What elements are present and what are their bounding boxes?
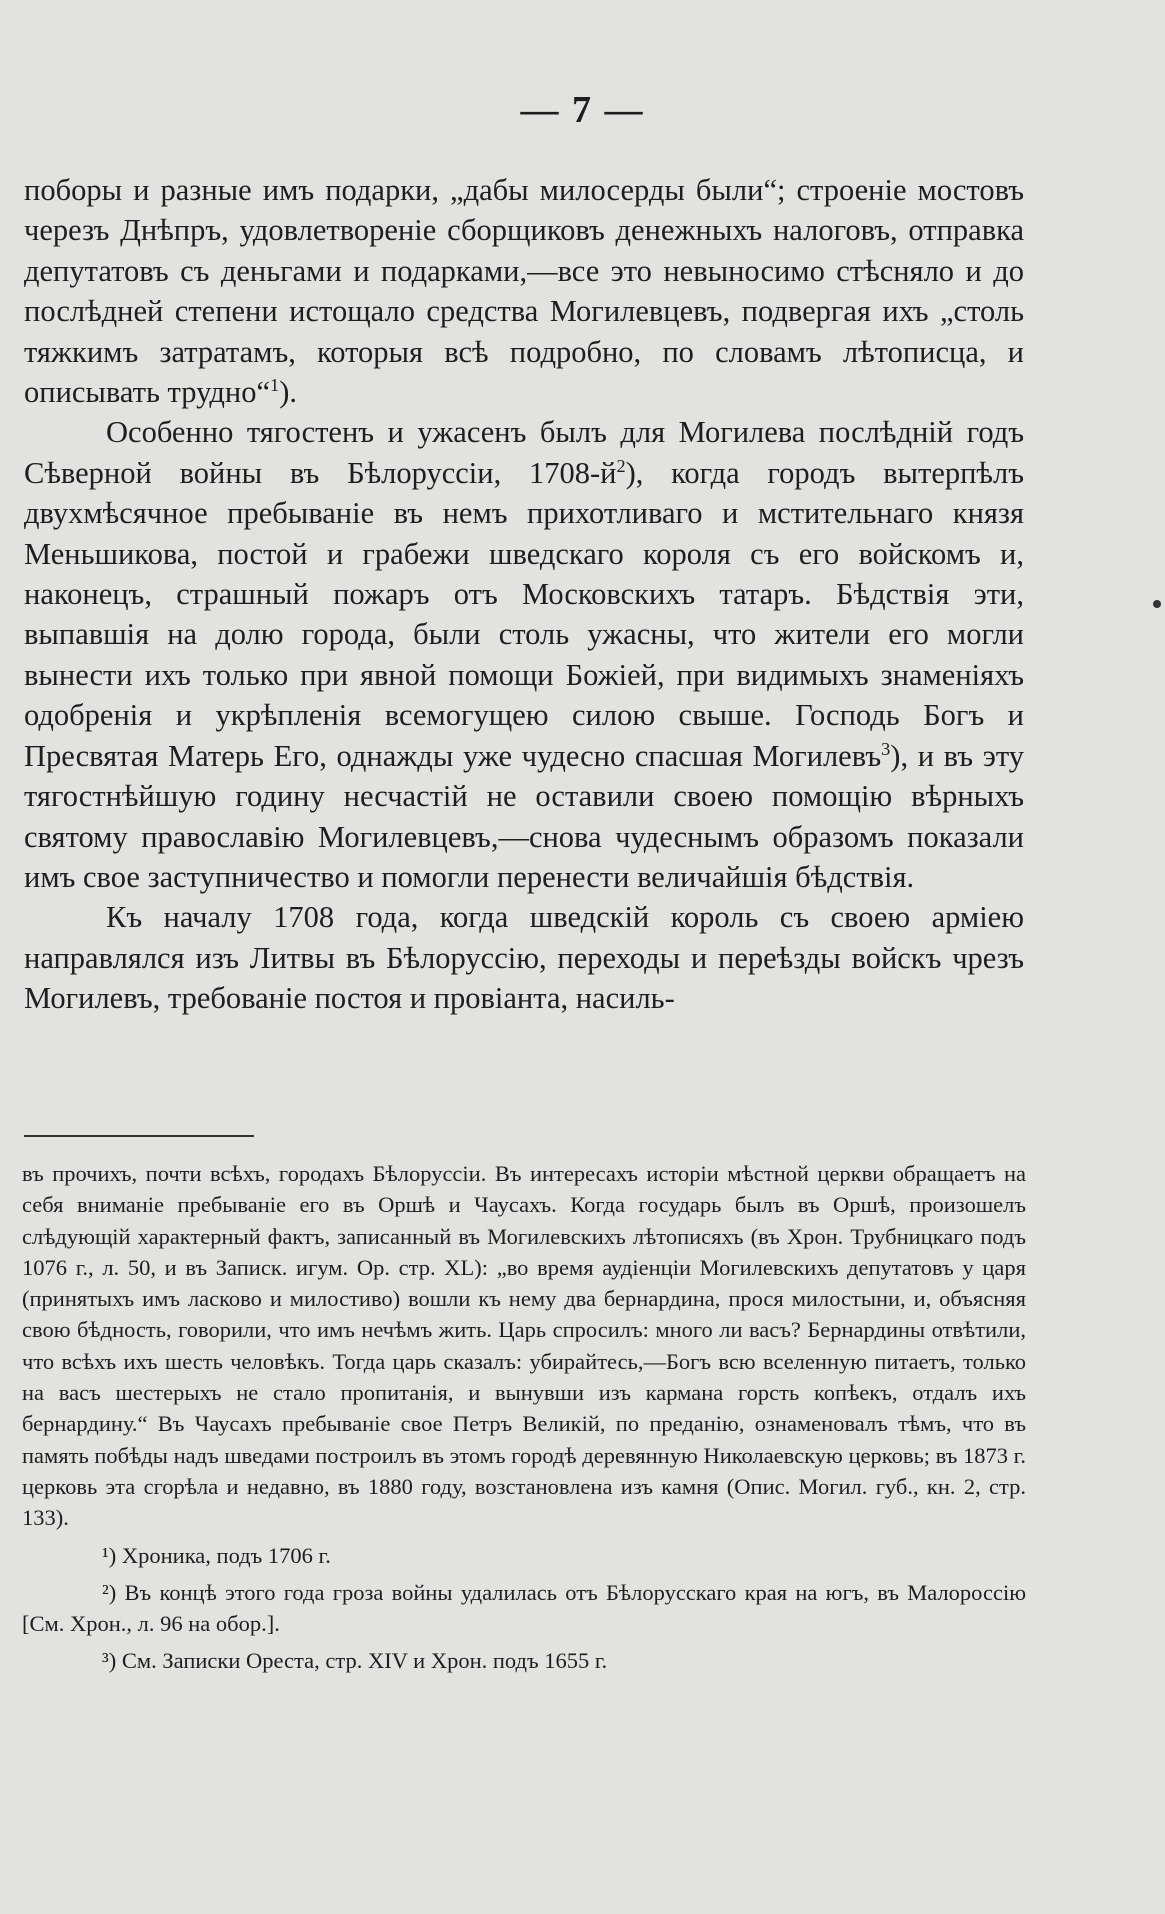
footnote-2: ²) Въ концѣ этого года гроза войны удалилась отъ Бѣлорусскаго края на югъ, въ Малороссію [См. Хрон., л. 96 на обор.].	[22, 1579, 1027, 1637]
main-text	[24, 170, 1024, 1019]
footnotes	[22, 1158, 1026, 1677]
footnote-continuation: въ прочихъ, почти всѣхъ, городахъ Бѣлоруссіи. Въ интересахъ исторіи мѣстной церкви обращаетъ на себя вниманіе пребываніе его въ Оршѣ и Чаусахъ. Когда государь былъ въ Оршѣ, произошелъ слѣдующій характерный фактъ, записанный въ Могилевскихъ лѣтописяхъ (въ Хрон. Трубницкаго подъ 1076 г., л. 50, и въ Записк. игум. Ор. стр. XL): „во время аудіенціи Могилевскихъ депутатовъ у царя (принятыхъ имъ ласково и милостиво) вошли къ нему два бернардина, прося милостыни, и, объясняя свою бѣдность, говорили, что имъ нечѣмъ жить. Царь спросилъ: много ли васъ? Бернардины отвѣтили, что всѣхъ ихъ шесть человѣкъ. Тогда царь сказалъ: убирайтесь,—Богъ всю вселенную питаетъ, только на васъ шестерыхъ не стало пропитанія, и вынувши изъ кармана горсть копѣекъ, отдалъ ихъ бернардину.“ Въ Чаусахъ пребываніе свое Петръ Великій, по преданію, ознаменовалъ тѣмъ, что въ память побѣды надъ шведами построилъ въ этомъ городѣ деревянную Николаевскую церковь; въ 1873 г. церковь эта сгорѣла и недавно, въ 1880 году, возстановлена изъ камня (Опис. Могил. губ., кн. 2, стр. 133).	[22, 1161, 1026, 1531]
footnote-ref-3: 3	[881, 738, 891, 759]
paragraph-3: Къ началу 1708 года, когда шведскій король съ своею арміею направлялся изъ Литвы въ Бѣлоруссію, переходы и переѣзды войскъ чрезъ Могилевъ, требованіе постоя и провіанта, насиль-	[24, 900, 1024, 1016]
footnote-divider	[24, 1135, 254, 1137]
footnote-1: ¹) Хроника, подъ 1706 г.	[102, 1542, 331, 1568]
page-number: — 7 —	[520, 89, 645, 131]
footnote-ref-1: 1	[270, 374, 280, 395]
footnote-ref-2: 2	[616, 455, 626, 476]
footnote-3: ³) См. Записки Ореста, стр. XIV и Хрон. подъ 1655 г.	[102, 1648, 608, 1674]
paragraph-2: Особенно тягостенъ и ужасенъ былъ для Могилева послѣдній годъ Сѣверной войны въ Бѣлоруссіи, $1708-й^2$), когда городъ вытерпѣлъ двухмѣсячное пребываніе въ немъ прихотливаго и мстительнаго князя Меньшикова, постой и грабежи шведскаго короля съ его войскомъ и, наконецъ, страшный пожаръ отъ Московскихъ татаръ. Бѣдствія эти, выпавшія на долю города, были столь ужасны, что жители его могли вынести ихъ только при явной помощи Божіей, при видимыхъ знаменіяхъ одобренія и укрѣпленія всемогущею силою свыше. Господь Богъ и Пресвятая Матерь Его, однажды уже чудесно спасшая Могилевъ$^3$), и въ эту тягостнѣйшую годину несчастій не оставили своею помощію вѣрныхъ святому православію Могилевцевъ,—снова чудеснымъ образомъ показали имъ свое заступничество и помогли перенести величайшія бѣдствія.	[24, 415, 1024, 894]
scan-speck	[1153, 600, 1161, 608]
paragraph-1: поборы и разные имъ подарки, „дабы милосерды были“; строеніе мостовъ черезъ Днѣпръ, удовлетвореніе сборщиковъ денежныхъ налоговъ, отправка депутатовъ съ деньгами и подарками,—все это невыносимо стѣсняло и до послѣдней степени истощало средства Могилевцевъ, подвергая ихъ „столь тяжкимъ затратамъ, которыя всѣ подробно, по словамъ лѣтописца, и описывать трудно“$^1$).	[24, 173, 1024, 410]
